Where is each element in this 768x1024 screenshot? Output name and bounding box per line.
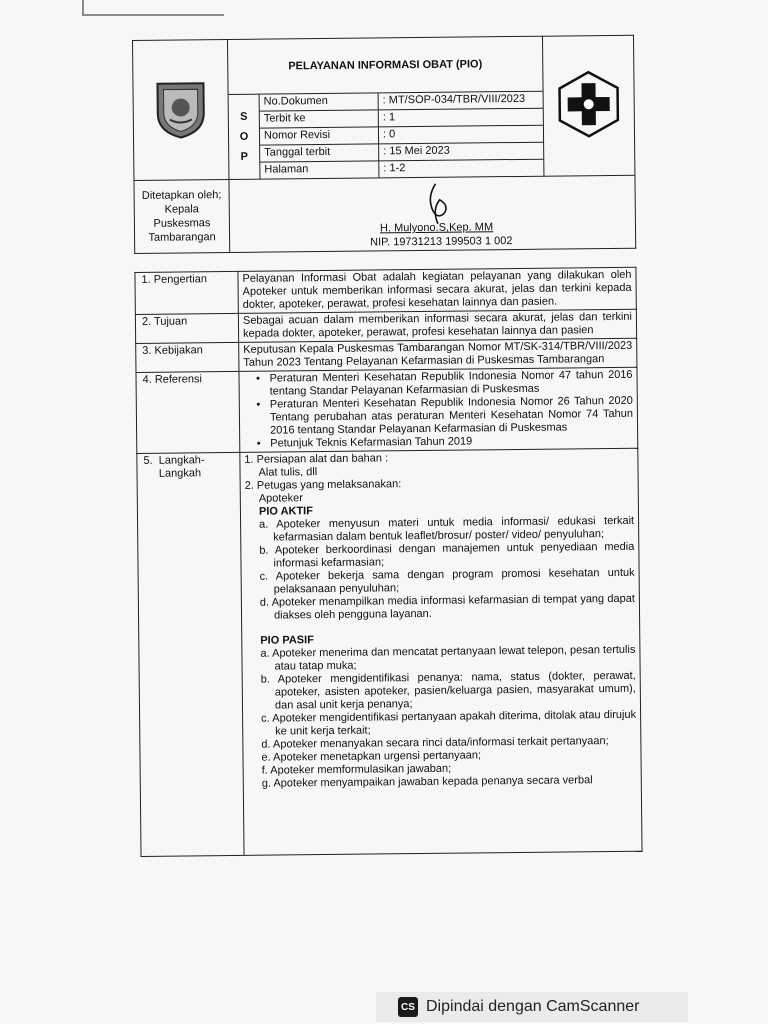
sop-body [134, 267, 642, 857]
list-item: c. Apoteker mengidentifikasi pertanyaan apakah diterima, ditolak atau dirujuk ke unit kerja terkait; [261, 708, 637, 738]
list-item: b. Apoteker mengidentifikasi penanya: nama, status (dokter, perawat, apoteker, asisten apoteker, pasien/keluarga pasien, masyarakat umum), dan asal unit kerja penanya; [260, 669, 636, 712]
signature-block [229, 175, 636, 252]
camscanner-text: Dipindai dengan CamScanner [426, 998, 640, 1015]
section-label-kebijakan: 3. Kebijakan [136, 342, 239, 372]
list-item: c. Apoteker bekerja sama dengan program promosi kesehatan untuk pelaksanaan penyuluhan; [259, 566, 635, 596]
section-langkah: 1. Persiapan alat dan bahan : Alat tulis, dll 2. Petugas yang melaksanakan: Apoteker PIO AKTIF a. Apoteker menyusun materi untuk media informasi/ edukasi terkait kefarmasian dalam bentuk leaflet/brosur/ poster/ video/ penyuluhan; b. Apoteker berkoordinasi dengan manajemen untuk penyediaan media informasi kefarmasian; c. Apoteker bekerja sama dengan program promosi kesehatan untuk pelaksanaan penyuluhan; d. Apoteker menampilkan media informasi kefarmasian di tempat yang dapat diakses oleh pengguna layanan. PIO PASIF a. Apoteker menerima dan mencatat pertanyaan lewat telepon, pesan tertulis atau tatap muka; b. Apoteker mengidentifikasi penanya: nama, status (dokter, perawat, apoteker, asisten apoteker, pasien/keluarga pasien, masyarakat umum), dan asal unit kerja penanya; c. Apoteker mengidentifikasi pertanyaan apakah diterima, ditolak atau dirujuk ke unit kerja terkait; d. Apoteker menanyakan secara rinci data/informasi terkait pertanyaan; e. Apoteker menetapkan urgensi pertanyaan; f. Apoteker memformulasikan jawaban; g. Apoteker menyampaikan jawaban kepada penanya secara verbal [240, 448, 642, 855]
pio-aktif-list [259, 515, 635, 623]
camscanner-watermark [376, 992, 688, 1022]
signer-nip: NIP. 19731213 199503 1 002 [370, 235, 513, 249]
list-item: d. Apoteker menampilkan media informasi kefarmasian di tempat yang dapat diakses oleh pengguna layanan. [259, 592, 635, 622]
list-item: d. Apoteker menanyakan secara rinci data/informasi terkait pertanyaan; [261, 735, 609, 751]
list-item: • Peraturan Menteri Kesehatan Republik Indonesia Nomor 26 Tahun 2020 Tentang perubahan atas peraturan Menteri Kesehatan Nomor 74 Tahun 2016 tentang Standar Pelayanan Kefarmasian di Puskesmas [270, 395, 633, 438]
section-label-pengertian: 1. Pengertian [135, 271, 238, 314]
puskesmas-cross-icon [555, 69, 622, 140]
section-label-referensi: 4. Referensi [136, 371, 240, 453]
shield-emblem-icon [151, 77, 210, 140]
section-text-tujuan: Sebagai acuan dalam memberikan informasi secara akurat, jelas dan terkini kepada dokter, apoteker, perawat, profesi kesehatan lainnya dan pasien [238, 309, 636, 342]
sop-document [132, 35, 643, 857]
list-item: f. Apoteker memformulasikan jawaban; [261, 762, 452, 777]
document-title: PELAYANAN INFORMASI OBAT (PIO) [228, 36, 544, 94]
signature-icon [420, 182, 456, 226]
list-item: g. Apoteker menyampaikan jawaban kepada penanya secara verbal [261, 774, 593, 790]
document-meta: No.Dokumen : MT/SOP-034/TBR/VIII/2023 Terbit ke : 1 Nomor Revisi : 0 Tanggal terbit : 15 Mei 2023 Halaman : 1-2 [259, 91, 544, 179]
regency-logo [133, 39, 229, 180]
section-label-tujuan: 2. Tujuan [135, 313, 238, 343]
pio-pasif-list [260, 644, 636, 791]
section-list-referensi [239, 367, 638, 452]
puskesmas-logo [542, 35, 634, 176]
list-item: a. Apoteker menerima dan mencatat pertanyaan lewat telepon, pesan tertulis atau tatap muka; [260, 643, 636, 673]
scan-edge-mark [82, 0, 224, 16]
list-item: a. Apoteker menyusun materi untuk media informasi/ edukasi terkait kefarmasian dalam bentuk leaflet/brosur/ poster/ video/ penyuluhan; [259, 514, 635, 544]
pio-pasif-heading: PIO PASIF [260, 634, 314, 647]
signer-name: H. Mulyono.S,Kep. MM [379, 221, 494, 235]
sop-header [132, 35, 636, 254]
list-item: b. Apoteker berkoordinasi dengan manajemen untuk penyediaan media informasi kefarmasian; [259, 540, 635, 570]
section-text-kebijakan: Keputusan Kepala Puskesmas Tambarangan Nomor MT/SK-314/TBR/VIII/2023 Tahun 2023 Tentang Pelayanan Kefarmasian di Puskesmas Tambarangan [239, 338, 637, 371]
ditetapkan-oleh: Ditetapkan oleh; Kepala Puskesmas Tambarangan [134, 179, 230, 253]
pio-aktif-heading: PIO AKTIF [258, 505, 313, 518]
list-item: • Peraturan Menteri Kesehatan Republik Indonesia Nomor 47 tahun 2016 tentang Standar Pelayanan Kefarmasian di Puskesmas [269, 369, 632, 399]
list-item: e. Apoteker menetapkan urgensi pertanyaan; [261, 749, 482, 764]
sop-letters: S O P [228, 94, 260, 179]
camscanner-icon: CS [398, 997, 418, 1017]
section-text-pengertian: Pelayanan Informasi Obat adalah kegiatan pelayanan yang dilakukan oleh Apoteker untuk memberikan informasi secara akurat, jelas dan terkini kepada dokter, apoteker, perawat, profesi kesehatan lainnya dan pasien. [238, 267, 636, 313]
section-label-langkah: 5. Langkah- Langkah [137, 452, 244, 856]
list-item: • Petunjuk Teknis Kefarmasian Tahun 2019 [270, 434, 633, 451]
